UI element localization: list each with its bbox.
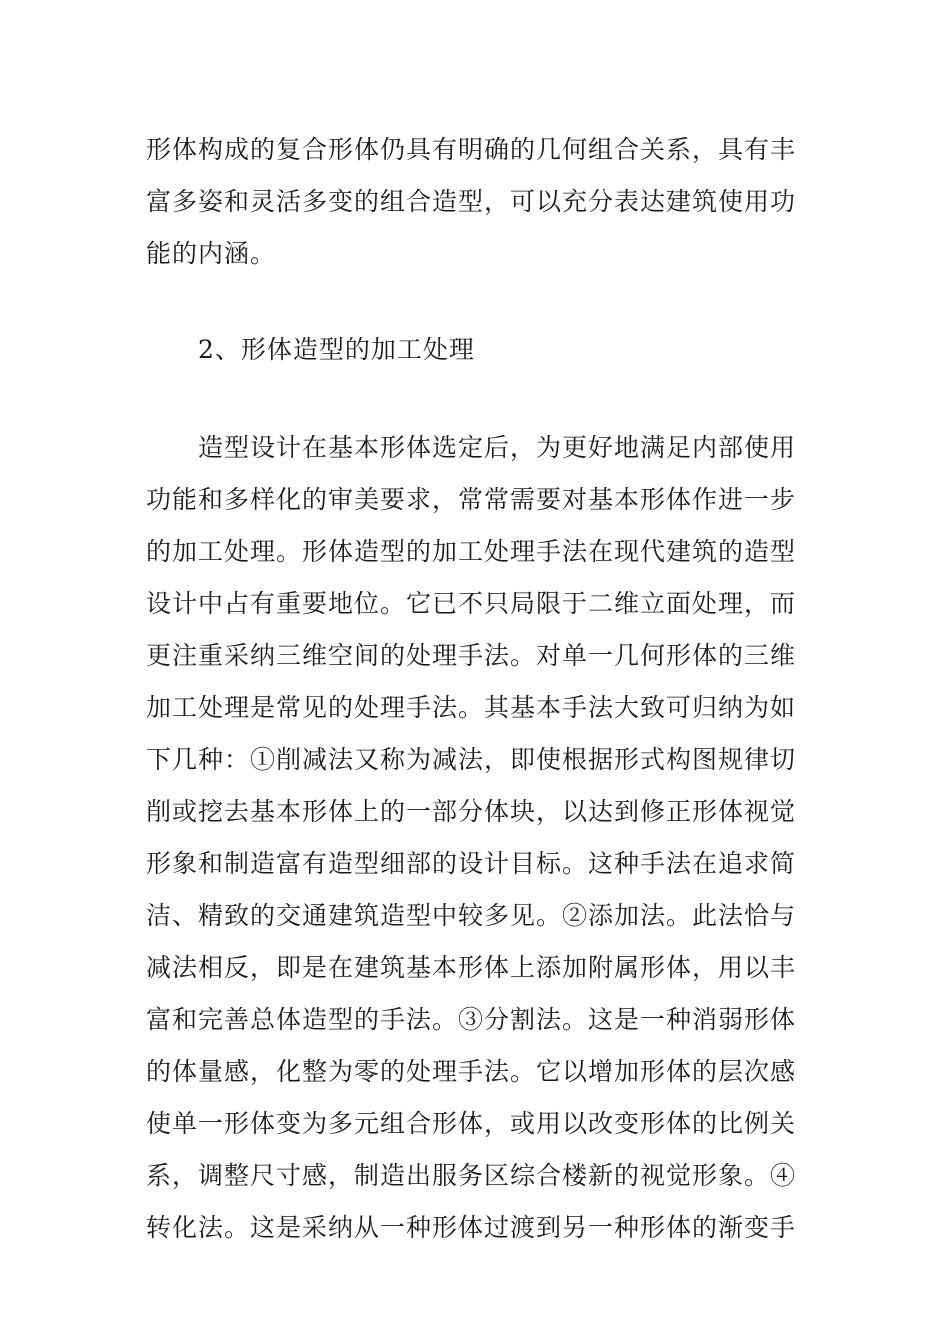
text-line: 系，调整尺寸感，制造出服务区综合楼新的视觉形象。④ [146, 1161, 797, 1190]
text-line: 更注重采纳三维空间的处理手法。对单一几何形体的三维 [146, 641, 797, 670]
text-line: 设计中占有重要地位。它已不只局限于二维立面处理，而 [146, 589, 797, 618]
text-line: 的加工处理。形体造型的加工处理手法在现代建筑的造型 [146, 537, 797, 566]
text-line: 减法相反，即是在建筑基本形体上添加附属形体，用以丰 [146, 953, 797, 982]
text-line: 的体量感，化整为零的处理手法。它以增加形体的层次感 [146, 1057, 797, 1086]
text-line: 造型设计在基本形体选定后，为更好地满足内部使用 [198, 433, 797, 462]
text-line: 加工处理是常见的处理手法。其基本手法大致可归纳为如 [146, 693, 797, 722]
text-line: 形象和制造富有造型细部的设计目标。这种手法在追求简 [146, 849, 797, 878]
text-line: 洁、精致的交通建筑造型中较多见。②添加法。此法恰与 [146, 901, 797, 930]
text-line: 转化法。这是采纳从一种形体过渡到另一种形体的渐变手 [146, 1213, 797, 1242]
text-line: 富多姿和灵活多变的组合造型，可以充分表达建筑使用功 [146, 187, 797, 216]
section-heading-text: 2、形体造型的加工处理 [198, 335, 475, 364]
text-line: 使单一形体变为多元组合形体，或用以改变形体的比例关 [146, 1109, 797, 1138]
text-line: 功能和多样化的审美要求，常常需要对基本形体作进一步 [146, 485, 797, 514]
section-heading [146, 324, 806, 376]
paragraph-continuation [146, 124, 806, 280]
text-line: 富和完善总体造型的手法。③分割法。这是一种消弱形体 [146, 1005, 797, 1034]
paragraph-body [146, 422, 806, 1254]
text-line: 削或挖去基本形体上的一部分体块，以达到修正形体视觉 [146, 797, 797, 826]
text-line: 能的内涵。 [146, 239, 277, 268]
text-line: 下几种：①削减法又称为减法，即使根据形式构图规律切 [146, 745, 797, 774]
text-line: 形体构成的复合形体仍具有明确的几何组合关系，具有丰 [146, 135, 797, 164]
